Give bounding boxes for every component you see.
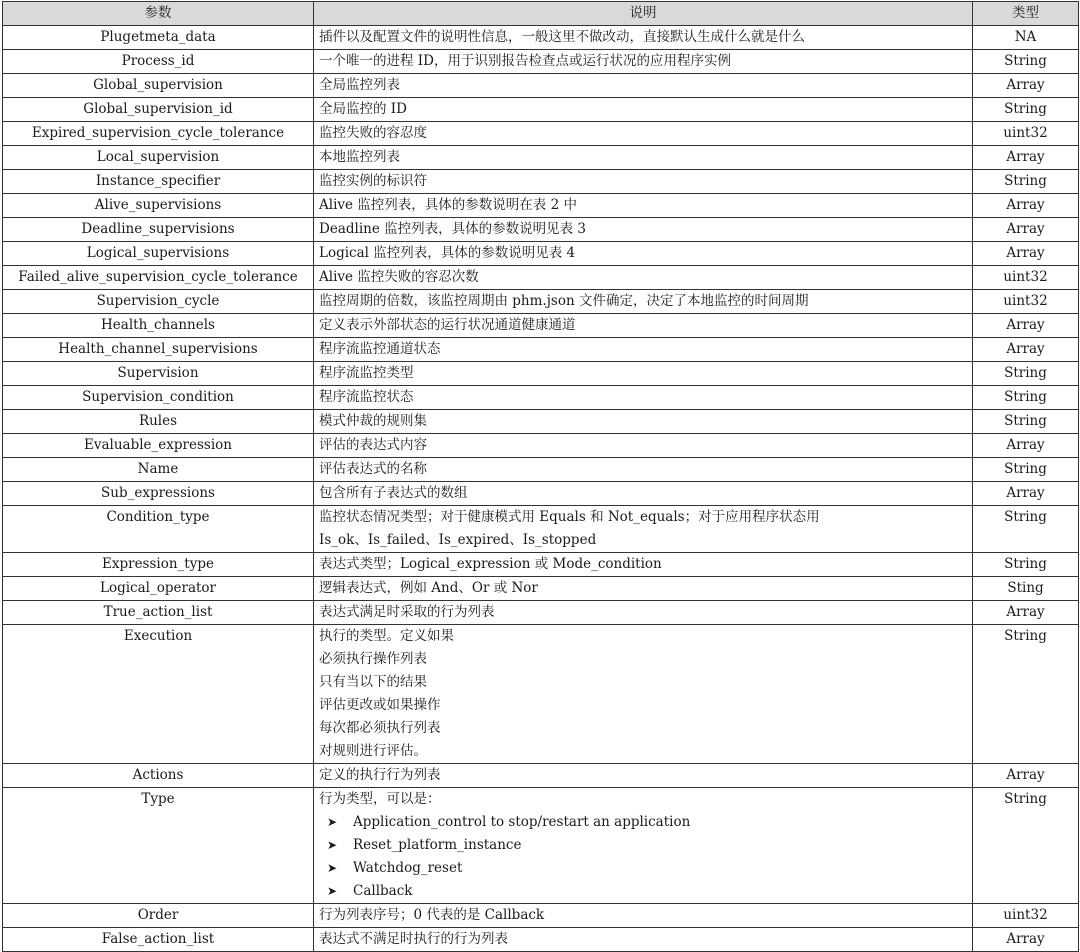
param-name-cell: True_action_list — [3, 601, 314, 625]
table-row — [3, 290, 1079, 314]
description-cell — [314, 410, 973, 434]
description-cell — [314, 625, 973, 764]
type-cell: Array — [973, 601, 1079, 625]
bullet-item — [319, 857, 967, 880]
param-name-cell: Order — [3, 904, 314, 928]
param-name-cell: Plugetmeta_data — [3, 26, 314, 50]
header-type: 类型 — [973, 2, 1079, 26]
param-name-cell: Actions — [3, 764, 314, 788]
bullet-text: Watchdog_reset — [353, 860, 463, 876]
table-row — [3, 410, 1079, 434]
description-cell — [314, 146, 973, 170]
arrowhead-bullet-icon: ➤ — [327, 838, 338, 852]
table-row — [3, 386, 1079, 410]
type-cell: Array — [973, 314, 1079, 338]
param-name-cell: Failed_alive_supervision_cycle_tolerance — [3, 266, 314, 290]
param-name-cell: Process_id — [3, 50, 314, 74]
type-cell: NA — [973, 26, 1079, 50]
description-line: 必须执行操作列表 — [319, 651, 427, 667]
table-row — [3, 98, 1079, 122]
type-cell: String — [973, 98, 1079, 122]
table-row — [3, 242, 1079, 266]
description-line: Alive 监控失败的容忍次数 — [319, 269, 479, 285]
arrowhead-bullet-icon: ➤ — [327, 884, 338, 898]
table-row — [3, 434, 1079, 458]
description-cell — [314, 458, 973, 482]
bullet-text: Reset_platform_instance — [353, 837, 522, 853]
description-cell — [314, 122, 973, 146]
description-cell — [314, 764, 973, 788]
description-line: 表达式满足时采取的行为列表 — [319, 604, 495, 620]
table-row — [3, 625, 1079, 764]
table-row — [3, 146, 1079, 170]
param-name-cell: Sub_expressions — [3, 482, 314, 506]
description-cell — [314, 386, 973, 410]
description-cell — [314, 601, 973, 625]
description-line: 监控实例的标识符 — [319, 173, 427, 189]
type-cell: String — [973, 410, 1079, 434]
description-cell — [314, 928, 973, 952]
param-name-cell: Logical_supervisions — [3, 242, 314, 266]
description-cell — [314, 242, 973, 266]
type-cell: String — [973, 50, 1079, 74]
table-row — [3, 506, 1079, 553]
param-name-cell: Condition_type — [3, 506, 314, 553]
description-line: 评估的表达式内容 — [319, 437, 427, 453]
param-name-cell: Supervision — [3, 362, 314, 386]
description-cell — [314, 98, 973, 122]
table-row — [3, 788, 1079, 904]
description-cell — [314, 74, 973, 98]
description-line: 每次都必须执行列表 — [319, 720, 441, 736]
type-cell: Array — [973, 218, 1079, 242]
type-cell: String — [973, 506, 1079, 553]
table-row — [3, 218, 1079, 242]
table-row — [3, 601, 1079, 625]
description-line: 程序流监控通道状态 — [319, 341, 441, 357]
description-line: 行为列表序号；0 代表的是 Callback — [319, 907, 545, 923]
type-cell: Array — [973, 194, 1079, 218]
description-line: 表达式类型；Logical_expression 或 Mode_condition — [319, 556, 662, 572]
description-cell — [314, 194, 973, 218]
table-row — [3, 170, 1079, 194]
param-name-cell: Supervision_cycle — [3, 290, 314, 314]
table-row — [3, 362, 1079, 386]
description-cell — [314, 290, 973, 314]
description-cell — [314, 577, 973, 601]
bullet-text: Application_control to stop/restart an application — [353, 814, 691, 830]
table-row — [3, 314, 1079, 338]
type-cell: String — [973, 362, 1079, 386]
type-cell: Sting — [973, 577, 1079, 601]
param-name-cell: Execution — [3, 625, 314, 764]
type-cell: uint32 — [973, 122, 1079, 146]
bullet-item — [319, 834, 967, 857]
description-cell — [314, 904, 973, 928]
description-line: Is_ok、Is_failed、Is_expired、Is_stopped — [319, 532, 597, 548]
type-cell: Array — [973, 482, 1079, 506]
description-cell — [314, 218, 973, 242]
description-cell — [314, 50, 973, 74]
description-line: 本地监控列表 — [319, 149, 400, 165]
param-name-cell: Local_supervision — [3, 146, 314, 170]
description-line: 监控失败的容忍度 — [319, 125, 427, 141]
type-cell: String — [973, 553, 1079, 577]
type-cell: String — [973, 386, 1079, 410]
table-row — [3, 764, 1079, 788]
type-cell: uint32 — [973, 290, 1079, 314]
param-name-cell: Alive_supervisions — [3, 194, 314, 218]
description-line: Alive 监控列表，具体的参数说明在表 2 中 — [319, 197, 577, 213]
table-row — [3, 577, 1079, 601]
param-name-cell: Supervision_condition — [3, 386, 314, 410]
description-line: 只有当以下的结果 — [319, 674, 427, 690]
description-line: 逻辑表达式，例如 And、Or 或 Nor — [319, 580, 538, 596]
description-line: 定义的执行行为列表 — [319, 767, 441, 783]
param-name-cell: Evaluable_expression — [3, 434, 314, 458]
table-row — [3, 928, 1079, 952]
description-cell — [314, 314, 973, 338]
description-cell — [314, 170, 973, 194]
table-row — [3, 194, 1079, 218]
table-row — [3, 553, 1079, 577]
param-name-cell: Type — [3, 788, 314, 904]
type-cell: Array — [973, 242, 1079, 266]
arrowhead-bullet-icon: ➤ — [327, 815, 338, 829]
type-cell: Array — [973, 434, 1079, 458]
header-description: 说明 — [314, 2, 973, 26]
table-row — [3, 26, 1079, 50]
type-cell: Array — [973, 338, 1079, 362]
description-cell — [314, 434, 973, 458]
description-cell — [314, 553, 973, 577]
type-cell: String — [973, 625, 1079, 764]
description-line: 程序流监控状态 — [319, 389, 414, 405]
param-name-cell: Health_channel_supervisions — [3, 338, 314, 362]
description-line: 监控状态情况类型；对于健康模式用 Equals 和 Not_equals；对于应用程序状态用 — [319, 509, 820, 525]
arrowhead-bullet-icon: ➤ — [327, 861, 338, 875]
description-cell — [314, 482, 973, 506]
description-line: Logical 监控列表，具体的参数说明见表 4 — [319, 245, 576, 261]
description-line: 一个唯一的进程 ID，用于识别报告检查点或运行状况的应用程序实例 — [319, 53, 731, 69]
type-cell: String — [973, 458, 1079, 482]
table-body — [3, 26, 1079, 952]
type-cell: Array — [973, 146, 1079, 170]
description-line: 评估更改或如果操作 — [319, 697, 441, 713]
param-name-cell: Rules — [3, 410, 314, 434]
description-line: 定义表示外部状态的运行状况通道健康通道 — [319, 317, 576, 333]
description-line: 模式仲裁的规则集 — [319, 413, 427, 429]
param-name-cell: Name — [3, 458, 314, 482]
description-line: 全局监控列表 — [319, 77, 400, 93]
param-name-cell: Logical_operator — [3, 577, 314, 601]
type-cell: String — [973, 788, 1079, 904]
type-cell: uint32 — [973, 904, 1079, 928]
table-row — [3, 904, 1079, 928]
param-name-cell: Global_supervision — [3, 74, 314, 98]
description-cell — [314, 26, 973, 50]
bullet-item — [319, 880, 967, 903]
table-row — [3, 266, 1079, 290]
type-cell: Array — [973, 928, 1079, 952]
table-row — [3, 50, 1079, 74]
param-name-cell: Global_supervision_id — [3, 98, 314, 122]
description-line: 执行的类型。定义如果 — [319, 628, 454, 644]
param-name-cell: Expired_supervision_cycle_tolerance — [3, 122, 314, 146]
parameter-table — [2, 1, 1079, 952]
bullet-item — [319, 811, 967, 834]
description-cell — [314, 266, 973, 290]
description-line: 监控周期的倍数，该监控周期由 phm.json 文件确定，决定了本地监控的时间周期 — [319, 293, 809, 309]
description-line: 插件以及配置文件的说明性信息，一般这里不做改动，直接默认生成什么就是什么 — [319, 29, 805, 45]
table-row — [3, 338, 1079, 362]
header-param: 参数 — [3, 2, 314, 26]
type-cell: Array — [973, 74, 1079, 98]
table-header-row — [3, 2, 1079, 26]
bullet-text: Callback — [353, 883, 413, 899]
type-cell: String — [973, 170, 1079, 194]
table-row — [3, 482, 1079, 506]
description-cell — [314, 338, 973, 362]
description-line: 表达式不满足时执行的行为列表 — [319, 931, 508, 947]
description-line: 程序流监控类型 — [319, 365, 414, 381]
description-line: 对规则进行评估。 — [319, 743, 427, 759]
description-cell — [314, 788, 973, 904]
table-row — [3, 122, 1079, 146]
param-name-cell: Instance_specifier — [3, 170, 314, 194]
description-line: 行为类型，可以是： — [319, 791, 441, 807]
description-line: 全局监控的 ID — [319, 101, 407, 117]
param-name-cell: Health_channels — [3, 314, 314, 338]
param-name-cell: False_action_list — [3, 928, 314, 952]
type-cell: uint32 — [973, 266, 1079, 290]
description-line: 包含所有子表达式的数组 — [319, 485, 468, 501]
description-cell — [314, 362, 973, 386]
table-row — [3, 74, 1079, 98]
description-line: Deadline 监控列表，具体的参数说明见表 3 — [319, 221, 586, 237]
param-name-cell: Deadline_supervisions — [3, 218, 314, 242]
table-row — [3, 458, 1079, 482]
description-cell — [314, 506, 973, 553]
description-line: 评估表达式的名称 — [319, 461, 427, 477]
param-name-cell: Expression_type — [3, 553, 314, 577]
type-cell: Array — [973, 764, 1079, 788]
